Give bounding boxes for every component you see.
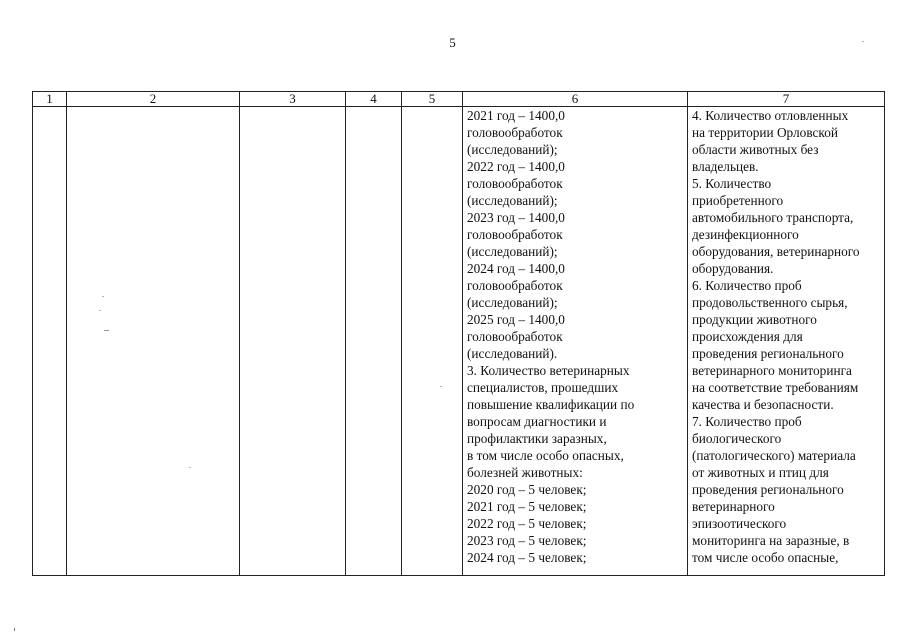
col6-line: 2021 год – 1400,0	[467, 108, 565, 123]
col7-line: эпизоотического	[692, 516, 787, 531]
col7-line: продукции животного	[692, 312, 817, 327]
column-header-5: 5	[402, 92, 463, 107]
col7-line: области животных без	[692, 142, 819, 157]
col7-line: на соответствие требованиям	[692, 380, 859, 395]
col6-line: вопросам диагностики и	[467, 414, 607, 429]
col6-line: головообработок	[467, 125, 563, 140]
col7-line: оборудования, ветеринарного	[692, 244, 860, 259]
col7-line: проведения регионального	[692, 346, 844, 361]
col6-line: (исследований).	[467, 346, 558, 361]
column-header-3: 3	[240, 92, 346, 107]
scan-speck	[102, 296, 104, 297]
col7-line: 6. Количество проб	[692, 278, 802, 293]
col7-line: автомобильного транспорта,	[692, 210, 854, 225]
col7-line: ветеринарного	[692, 499, 775, 514]
col6-line: 2021 год – 5 человек;	[467, 499, 587, 514]
col7-line: качества и безопасности.	[692, 397, 834, 412]
col6-line: в том числе особо опасных,	[467, 448, 624, 463]
col6-line: болезней животных:	[467, 465, 583, 480]
scan-speck	[189, 467, 191, 468]
scan-speck	[14, 628, 15, 631]
col7-line: 7. Количество проб	[692, 414, 802, 429]
document-table	[32, 91, 885, 576]
cell-col-4	[346, 107, 402, 576]
col6-line: 2024 год – 1400,0	[467, 261, 565, 276]
col7-line: биологического	[692, 431, 782, 446]
col6-line: головообработок	[467, 329, 563, 344]
column-header-1: 1	[33, 92, 67, 107]
scan-speck	[862, 41, 864, 42]
header-row	[33, 92, 885, 107]
col7-line: мониторинга на заразные, в	[692, 533, 850, 548]
col6-line: (исследований);	[467, 244, 558, 259]
col6-line: повышение квалификации по	[467, 397, 635, 412]
col7-line: 4. Количество отловленных	[692, 108, 849, 123]
col6-line: 2020 год – 5 человек;	[467, 482, 587, 497]
col6-line: 2022 год – 1400,0	[467, 159, 565, 174]
col6-line: головообработок	[467, 227, 563, 242]
scan-speck	[99, 310, 101, 311]
col7-line: проведения регионального	[692, 482, 844, 497]
col6-line: 2024 год – 5 человек;	[467, 550, 587, 565]
col6-line: профилактики заразных,	[467, 431, 607, 446]
cell-col-7	[688, 107, 885, 576]
col6-line: 3. Количество ветеринарных	[467, 363, 630, 378]
cell-col-6	[463, 107, 688, 576]
col7-line: 5. Количество	[692, 176, 772, 191]
col7-text-block	[688, 107, 884, 575]
col6-line: (исследований);	[467, 142, 558, 157]
cell-col-5	[402, 107, 463, 576]
col7-line: дезинфекционного	[692, 227, 799, 242]
col6-text-block	[463, 107, 687, 575]
table-row	[33, 107, 885, 576]
col6-line: (исследований);	[467, 295, 558, 310]
column-header-2: 2	[67, 92, 240, 107]
col6-line: 2023 год – 1400,0	[467, 210, 565, 225]
col7-line: приобретенного	[692, 193, 784, 208]
col6-line: 2022 год – 5 человек;	[467, 516, 587, 531]
col6-line: (исследований);	[467, 193, 558, 208]
col7-line: продовольственного сырья,	[692, 295, 848, 310]
column-header-4: 4	[346, 92, 402, 107]
cell-col-1	[33, 107, 67, 576]
col7-line: ветеринарного мониторинга	[692, 363, 852, 378]
col7-line: на территории Орловской	[692, 125, 838, 140]
col7-line: от животных и птиц для	[692, 465, 829, 480]
col6-line: 2025 год – 1400,0	[467, 312, 565, 327]
cell-col-3	[240, 107, 346, 576]
col7-line: происхождения для	[692, 329, 803, 344]
column-header-6: 6	[463, 92, 688, 107]
column-header-7: 7	[688, 92, 885, 107]
scan-speck	[440, 386, 442, 387]
col6-line: 2023 год – 5 человек;	[467, 533, 587, 548]
col6-line: головообработок	[467, 278, 563, 293]
col7-line: оборудования.	[692, 261, 774, 276]
page-number: 5	[449, 35, 456, 50]
scan-speck	[104, 330, 109, 331]
col6-line: специалистов, прошедших	[467, 380, 619, 395]
col7-line: (патологического) материала	[692, 448, 856, 463]
cell-col-2	[67, 107, 240, 576]
col7-line: владельцев.	[692, 159, 759, 174]
col7-line: том числе особо опасные,	[692, 550, 839, 565]
col6-line: головообработок	[467, 176, 563, 191]
